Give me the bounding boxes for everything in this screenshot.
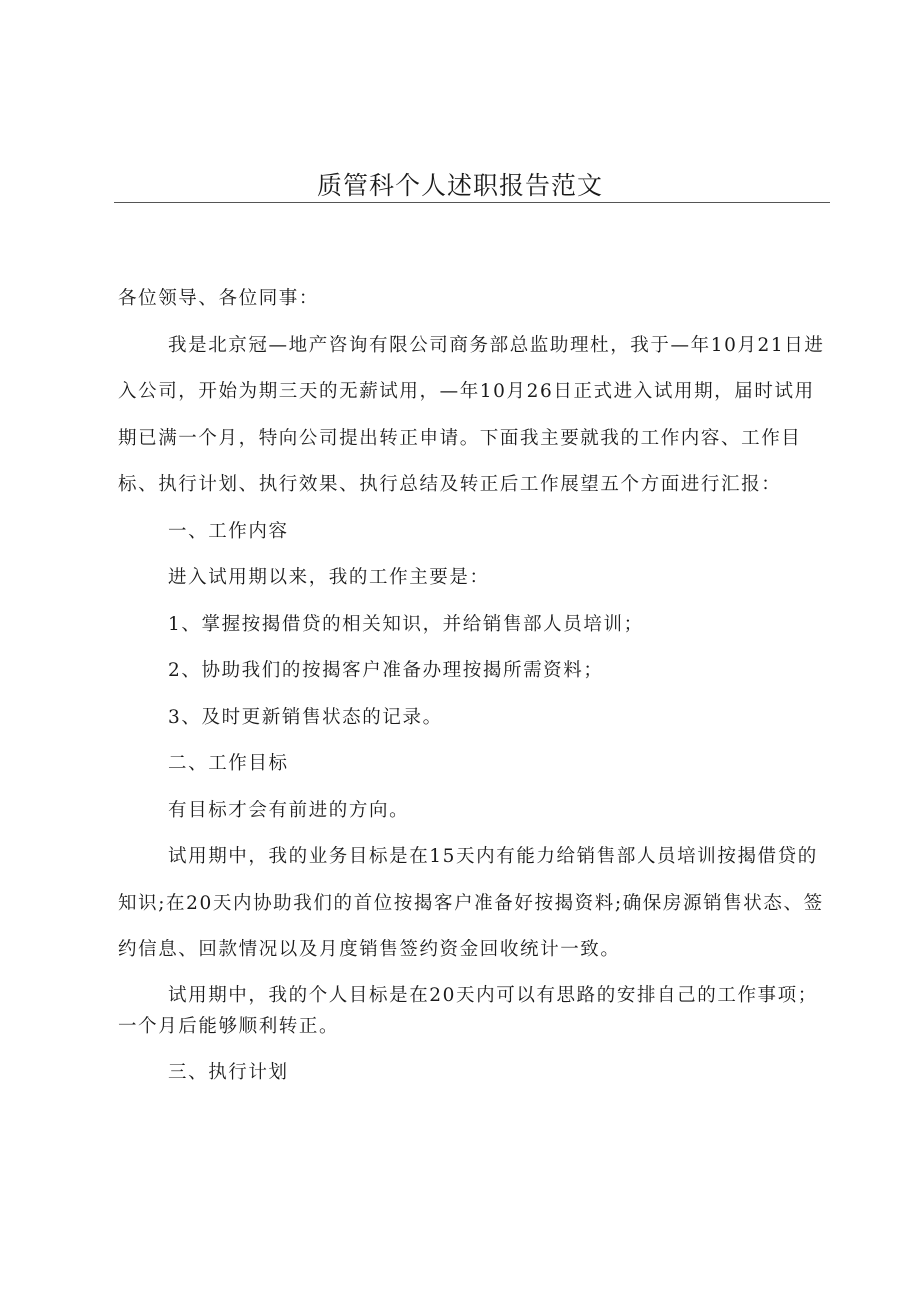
paragraph-goals-intro: 有目标才会有前进的方向。	[168, 799, 410, 821]
document-body	[118, 276, 830, 1096]
section-heading-work-goals: 二、工作目标	[168, 753, 289, 774]
section-heading-work-content: 一、工作内容	[168, 520, 289, 542]
title-underline	[114, 202, 830, 203]
section-heading-execution-plan: 三、执行计划	[168, 1061, 289, 1083]
salutation: 各位领导、各位同事：	[118, 288, 320, 309]
paragraph-personal-goals: 试用期中，我的个人目标是在20天内可以有思路的安排自己的工作事项；一个月后能够顺利转正。	[118, 984, 818, 1037]
list-item-3: 3、及时更新销售状态的记录。	[168, 706, 443, 728]
list-item-2: 2、协助我们的按揭客户准备办理按揭所需资料；	[168, 660, 604, 681]
paragraph-work-summary: 进入试用期以来，我的工作主要是：	[168, 567, 490, 588]
page-title: 质管科个人述职报告范文	[316, 171, 603, 200]
paragraph-introduction: 我是北京冠—地产咨询有限公司商务部总监助理杜，我于—年10月21日进入公司，开始为期三天的无薪试用，—年10月26日正式进入试用期，届时试用期已满一个月，特向公司提出转正申请。下面我主要就我的工作内容、工作目标、执行计划、执行效果、执行总结及转正后工作展望五个方面进行汇报：	[118, 334, 825, 495]
paragraph-business-goals: 试用期中，我的业务目标是在15天内有能力给销售部人员培训按揭借贷的知识;在20天内协助我们的首位按揭客户准备好按揭资料;确保房源销售状态、签约信息、回款情况以及月度销售签约资金回收统计一致。	[118, 846, 824, 960]
list-item-1: 1、掌握按揭借贷的相关知识，并给销售部人员培训；	[168, 613, 644, 635]
